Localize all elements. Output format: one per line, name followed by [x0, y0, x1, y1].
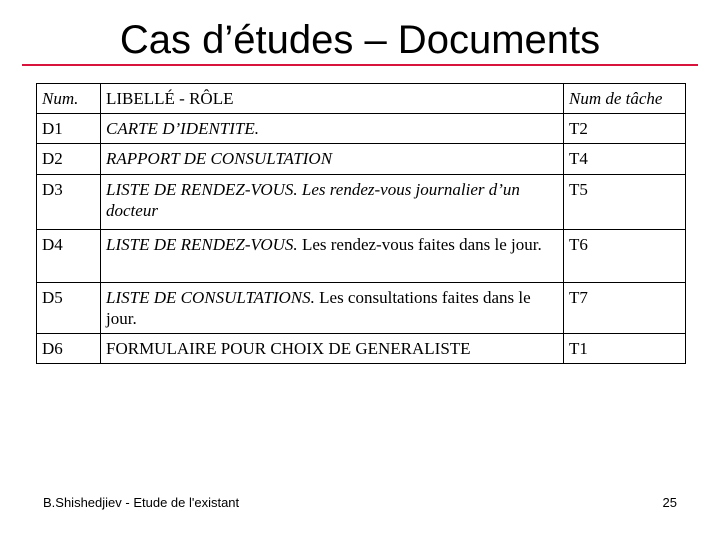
header-num: Num. [37, 84, 101, 114]
table-row [37, 144, 686, 175]
row-num: D4 [37, 230, 101, 283]
row-task: T1 [564, 334, 686, 364]
row-label [101, 230, 564, 283]
table-header-row [37, 84, 686, 114]
row-label [101, 144, 564, 175]
documents-table [36, 83, 686, 364]
table-row [37, 283, 686, 334]
row-label-plain: Les rendez-vous faites dans le jour. [297, 235, 542, 254]
row-num: D3 [37, 175, 101, 230]
table-row [37, 175, 686, 230]
header-label-role: LIBELLÉ - RÔLE [101, 84, 564, 114]
row-label [101, 334, 564, 364]
row-task: T2 [564, 114, 686, 144]
row-label [101, 175, 564, 230]
table-row [37, 230, 686, 283]
page-title: Cas d’études – Documents [119, 18, 601, 62]
row-task: T7 [564, 283, 686, 334]
row-label-italic: RAPPORT DE CONSULTATION [106, 149, 333, 168]
row-label [101, 283, 564, 334]
header-task-num: Num de tâche [564, 84, 686, 114]
row-num: D2 [37, 144, 101, 175]
row-num: D1 [37, 114, 101, 144]
row-label-italic: LISTE DE RENDEZ-VOUS. Les rendez-vous journalier d’un docteur [106, 180, 520, 220]
table-row [37, 114, 686, 144]
row-label-italic: LISTE DE CONSULTATIONS. [106, 288, 315, 307]
footer-author: B.Shishedjiev - Etude de l'existant [43, 495, 240, 510]
row-num: D5 [37, 283, 101, 334]
row-label-plain: FORMULAIRE POUR CHOIX DE GENERALISTE [106, 339, 471, 358]
row-task: T6 [564, 230, 686, 283]
page-number: 25 [662, 495, 677, 510]
row-label-italic: CARTE D’IDENTITE. [106, 119, 259, 138]
row-label-plain: Les consultations faites dans le jour. [106, 288, 531, 328]
row-task: T5 [564, 175, 686, 230]
table-row [37, 334, 686, 364]
row-label [101, 114, 564, 144]
row-num: D6 [37, 334, 101, 364]
row-task: T4 [564, 144, 686, 175]
title-underline [22, 64, 698, 66]
row-label-italic: LISTE DE RENDEZ-VOUS. [106, 235, 298, 254]
